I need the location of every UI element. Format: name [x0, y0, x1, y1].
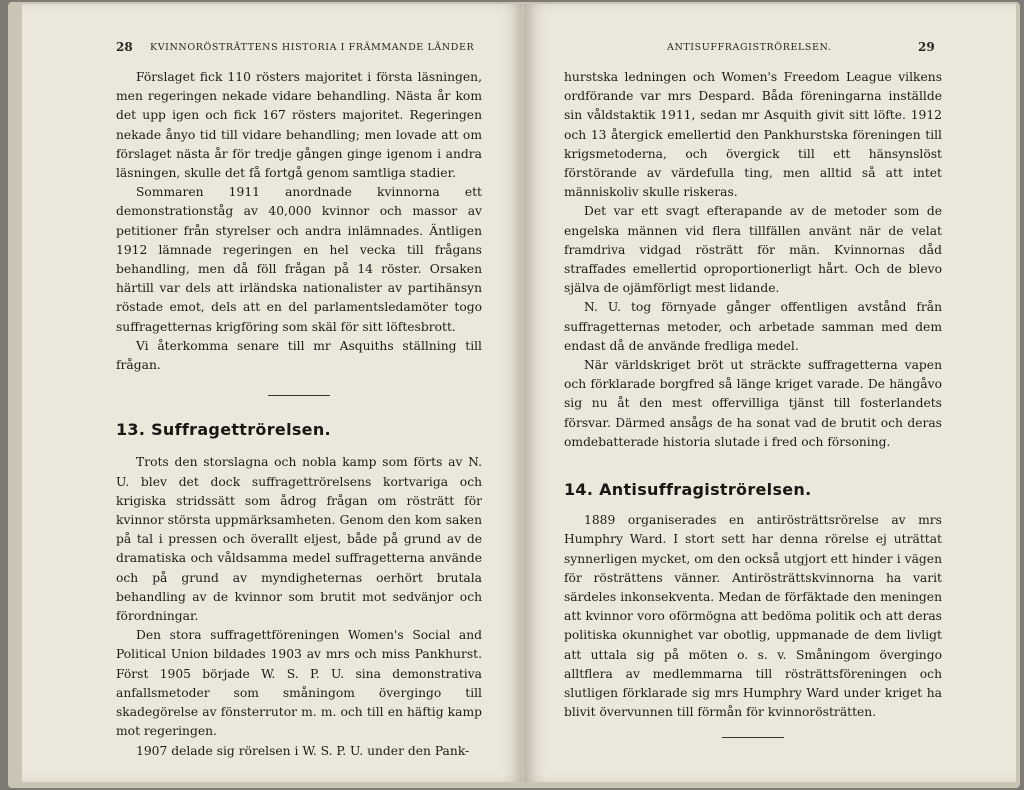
paragraph: Sommaren 1911 anordnade kvinnorna ett demonstrationståg av 40,000 kvinnor och massor av petitioner från styrelser och andra inlämnades. Äntligen 1912 lämnade regeringen en hel vecka till frågans behandling, men då föll frågan på 14 röster. Orsaken härtill var dels att irländska nationalister av partihänsyn röstade emot, dels att en del parlamentsledamöter togo suffragetternas krigföring som skäl för sitt löftesbrott. [116, 185, 482, 334]
paragraph: När världskriget bröt ut sträckte suffragetterna vapen och förklarade borgfred så länge kriget varade. De hängåvo sig nu åt den mest offervilliga tjänst till fosterlandets försvar. Därmed ansågs de ha sonat vad de brutit och deras omdebatterade historia slutade i fred och försoning. [564, 358, 942, 449]
paragraph: Det var ett svagt efterapande av de metoder som de engelska männen vid flera tillfällen använt när de velat framdriva vidgad rösträtt för män. Kvinnornas dåd straffades emellertid oproportionerligt hårt. Och de blevo själva de ojämförligt mest lidande. [564, 204, 942, 296]
paragraph: Vi återkomma senare till mr Asquiths ställning till frågan. [116, 338, 482, 373]
left-page [22, 4, 522, 782]
paragraph: hurstska ledningen och Women's Freedom League vilkens ordförande var mrs Despard. Båda föreningarna inställde sin våldstaktik 1911, sedan mr Asquith givit sitt löfte. 1912 och 13 återgick emellertid den Pankhurstska föreningen till krigsmetoderna, och övergick till ett hänsynslöst förstörande av värdefulla ting, men alltid så att intet människoliv skulle riskeras. [564, 70, 942, 200]
paragraph: Den stora suffragettföreningen Women's Social and Political Union bildades 1903 av mrs och miss Pankhurst. Först 1905 började W. S. P. U. sina demonstrativa anfallsmetoder som småningom övergingo till skadegörelse av fönsterrutor m. m. och till en häftig kamp mot regeringen. [116, 628, 482, 739]
right-page [524, 4, 1016, 782]
paragraph: 1907 delade sig rörelsen i W. S. P. U. under den Pank- [136, 743, 470, 758]
running-head-right: ANTISUFFRAGISTRÖRELSEN. [667, 42, 832, 53]
paragraph: 1889 organiserades en antirösträttsrörelse av mrs Humphry Ward. I stort sett har denna rörelse ej uträttat synnerligen mycket, om den också utgjort ett hinder i vägen för rösträttens vänner. Antirösträttskvinnorna ha varit särdeles inkonsekventa. Medan de förfäktade den meningen att kvinnor voro oförmögna att bedöma politik och att deras politiska okunnighet var obotlig, uppmanade de dem livligt att uttala sig på möten o. s. v. Småningom övergingo alltflera av medlemmarna till rösträttsföreningen och slutligen förklarade sig mrs Humphry Ward under kriget ha blivit övervunnen till förmån för kvinnorösträtten. [564, 513, 942, 720]
section-heading: 14. Antisuffragiströrelsen. [564, 480, 812, 500]
left-page-body [116, 68, 482, 761]
paragraph: Trots den storslagna och nobla kamp som förts av N. U. blev det dock suffragettrörelsens kortvariga och krigiska stridssätt som ådrog frågan om rösträtt för kvinnor största uppmärksamheten. Genom den kom saken på tal i pressen och överallt eljest, både på grund av de dramatiska och våldsamma medel suffragetterna använde och på grund av myndigheternas oerhört brutala behandling av de kvinnor som brutit mot sedvänjor och förordningar. [116, 455, 482, 624]
right-page-body [564, 68, 942, 738]
running-head-left: KVINNORÖSTRÄTTENS HISTORIA I FRÄMMANDE LÄNDER [150, 42, 475, 53]
page-number-left: 28 [116, 40, 133, 54]
page-number-right: 29 [918, 40, 935, 54]
section-heading: 13. Suffragettrörelsen. [116, 420, 331, 440]
paragraph: Förslaget fick 110 rösters majoritet i första läsningen, men regeringen nekade vidare behandling. Nästa år kom det upp igen och fick 167 rösters majoritet. Regeringen nekade ånyo tid till vidare behandling; men lovade att om förslaget nästa år för tredje gången ginge igenom i andra läsningen, skulle det få fortgå genom samtliga stadier. [116, 70, 482, 181]
section-divider [722, 737, 784, 738]
paragraph: N. U. tog förnyade gånger offentligen avstånd från suffragetternas metoder, och arbetade samman med dem endast då de använde fredliga medel. [564, 300, 942, 353]
